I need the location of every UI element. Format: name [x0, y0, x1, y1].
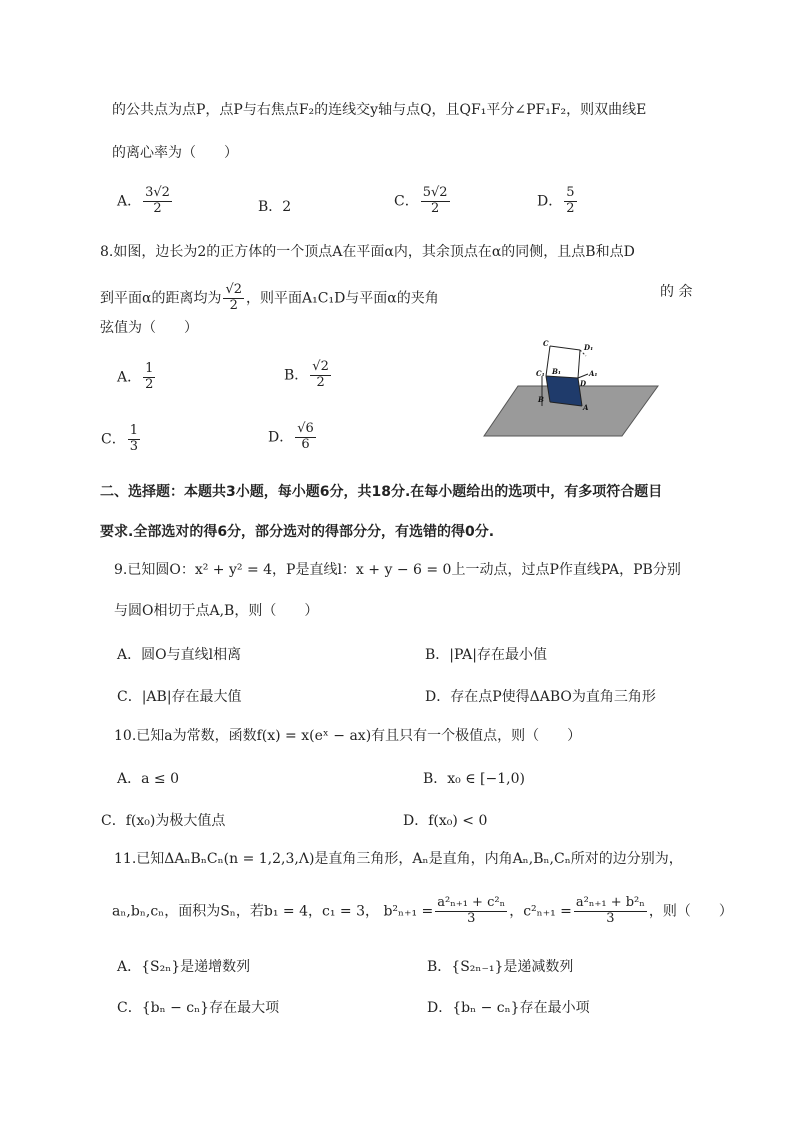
fraction: $\frac{√2}{2}$ [225, 282, 243, 313]
q8-line2-right: 的 余 [660, 284, 693, 300]
q10-option-b[interactable]: B．x₀ ∈ [−1,0) [423, 771, 525, 787]
q9-line2: 与圆O相切于点A,B，则（ ） [114, 603, 319, 619]
cube-plane-figure [480, 336, 660, 442]
figure-label: C₁ [536, 369, 545, 378]
q9-option-d[interactable]: D．存在点P使得ΔABO为直角三角形 [425, 689, 656, 705]
q10-option-d[interactable]: D．f(x₀) < 0 [403, 813, 488, 829]
q10-option-c[interactable]: C．f(x₀)为极大值点 [101, 813, 226, 829]
q9-line1: 9.已知圆O：x² + y² = 4，P是直线l：x + y − 6 = 0上一动点，过点P作直线PA，PB分别 [114, 562, 681, 578]
fraction: $\frac{1}{2}$ [145, 361, 154, 392]
q7-option-a[interactable]: A． $\frac{3√2}{2}$ [117, 185, 170, 216]
fraction: $\frac{\text{a²ₙ₊₁ + c²ₙ}}{3}$ [437, 895, 506, 926]
section2-line2: 要求.全部选对的得6分，部分选对的得部分分，有选错的得0分. [100, 524, 495, 540]
figure-label: A [583, 403, 589, 412]
q10-line1: 10.已知a为常数，函数f(x) = x(eˣ − ax)有且只有一个极值点，则（ ） [114, 728, 582, 744]
q9-option-a[interactable]: A．圆O与直线l相离 [117, 647, 242, 663]
fraction: $\frac{√6}{6}$ [297, 421, 314, 452]
figure-label: B₁ [552, 367, 561, 376]
q11-line2: aₙ,bₙ,cₙ，面积为Sₙ，若b₁ = 4，c₁ = 3， b²ₙ₊₁ = $\frac{\text{a²ₙ₊₁ + c²ₙ}}{3}$ ，c²ₙ₊₁ = $\frac{\text{a²ₙ₊₁ + b²ₙ}}{3}$ ，则（ ） [112, 895, 733, 926]
figure-label: A₁ [589, 369, 598, 378]
figure-label: B [538, 395, 544, 404]
figure-label: C [543, 339, 549, 348]
fraction: $\frac{5}{2}$ [566, 185, 575, 216]
q8-line3: 弦值为（ ） [100, 320, 198, 336]
section2-line1: 二、选择题：本题共3小题，每小题6分，共18分.在每小题给出的选项中，有多项符合题目 [100, 484, 663, 500]
q8-line2: 到平面α的距离均为 $\frac{√2}{2}$ ，则平面A₁C₁D与平面α的夹角 [100, 282, 439, 313]
figure-label: D₁ [584, 343, 594, 352]
q9-option-b[interactable]: B．|PA|存在最小值 [425, 647, 547, 663]
q8-line1: 8.如图，边长为2的正方体的一个顶点A在平面α内，其余顶点在α的同侧，且点B和点D [100, 244, 635, 260]
q7-option-c[interactable]: C． $\frac{5√2}{2}$ [394, 185, 448, 216]
q11-option-d[interactable]: D．{bₙ − cₙ}存在最小项 [427, 1000, 590, 1016]
q8-option-b[interactable]: B． $\frac{√2}{2}$ [284, 359, 329, 390]
q11-line1: 11.已知ΔAₙBₙCₙ(n = 1,2,3,Λ)是直角三角形，Aₙ是直角，内角Aₙ,Bₙ,Cₙ所对的边分别为， [114, 851, 683, 867]
q8-option-a[interactable]: A． $\frac{1}{2}$ [117, 361, 154, 392]
cube-shaded-face [546, 376, 582, 406]
fraction: $\frac{3√2}{2}$ [145, 185, 170, 216]
q10-option-a[interactable]: A．a ≤ 0 [117, 771, 179, 787]
q9-option-c[interactable]: C．|AB|存在最大值 [117, 689, 242, 705]
figure-label: D [580, 379, 587, 388]
q7-option-b[interactable]: B．2 [258, 199, 292, 215]
q8-option-c[interactable]: C． $\frac{1}{3}$ [101, 423, 138, 454]
q11-option-a[interactable]: A．{S₂ₙ}是递增数列 [117, 959, 251, 975]
q11-option-b[interactable]: B．{S₂ₙ₋₁}是递减数列 [427, 959, 574, 975]
fraction: $\frac{5√2}{2}$ [422, 185, 448, 216]
q7-line2: 的离心率为（ ） [112, 145, 238, 161]
q7-option-d[interactable]: D． $\frac{5}{2}$ [537, 185, 575, 216]
q11-option-c[interactable]: C．{bₙ − cₙ}存在最大项 [117, 1000, 280, 1016]
fraction: $\frac{1}{3}$ [129, 423, 138, 454]
q8-option-d[interactable]: D． $\frac{√6}{6}$ [268, 421, 314, 452]
q7-line1: 的公共点为点P，点P与右焦点F₂的连线交y轴与点Q，且QF₁平分∠PF₁F₂，则双曲线E [112, 102, 647, 118]
fraction: $\frac{√2}{2}$ [312, 359, 329, 390]
fraction: $\frac{\text{a²ₙ₊₁ + b²ₙ}}{3}$ [575, 895, 645, 926]
